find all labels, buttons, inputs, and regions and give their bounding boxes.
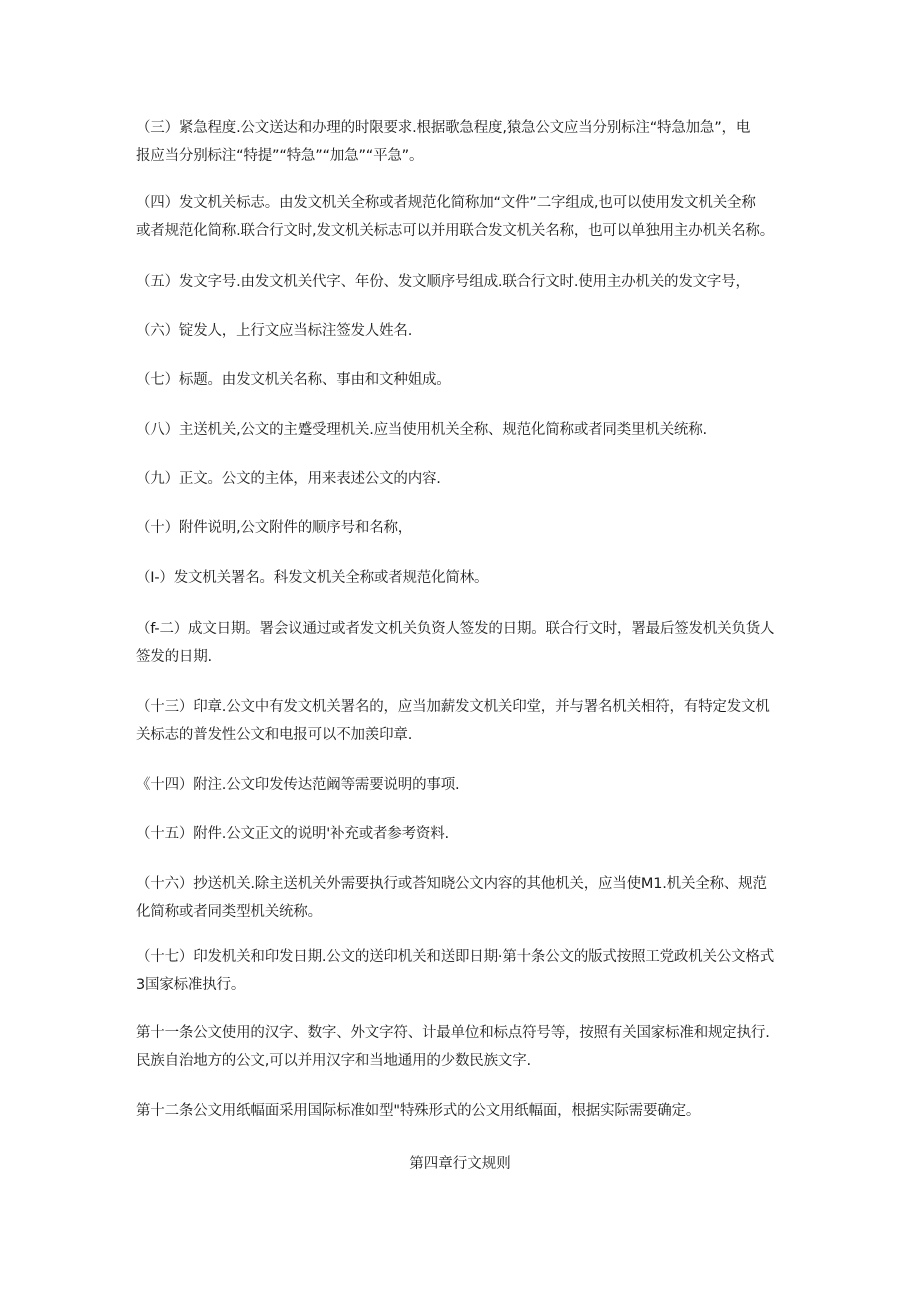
text-line: 第十一条公文使用的汉字、数字、外文字符、计最单位和标点符号等，按照有关国家标准和规定执行. <box>136 1025 770 1041</box>
text-line: （十三）印章.公文中有发文机关署名的，应当加薪发文机关印堂，并与署名机关相符，有特定发文机 <box>136 699 770 715</box>
paragraph-cc <box>136 870 788 926</box>
text-line: （十七）印发机关和印发日期.公文的送印机关和送即日期·第十条公文的版式按照工党政机关公文格式 <box>136 949 775 965</box>
text-line: （四）发文机关标志。由发文机关全称或者规范化简称加“文件”二字组成,也可以使用发文机关全称 <box>136 195 756 211</box>
paragraph-issuer-mark <box>136 189 788 245</box>
text-line: （f-二）成文日期。署会议通过或者发文机关负资人签发的日期。联合行文时，署最后签发机关负货人 <box>136 621 775 637</box>
text-line: 民族自治地方的公文,可以并用汉字和当地通用的少数民族文字. <box>136 1053 531 1069</box>
paragraph-article-12 <box>136 1097 788 1125</box>
paragraph-attachment-note <box>136 514 788 542</box>
paragraph-signature <box>136 564 788 592</box>
text-line: （I-）发文机关署名。科发文机关全称或者规范化简林。 <box>136 570 489 586</box>
text-line: 报应当分别标注“特提”“特急”“加急”“平急”。 <box>136 148 424 164</box>
text-line: （七）标题。由发文机关名称、事由和文种姐成。 <box>136 372 451 388</box>
paragraph-date <box>136 615 788 671</box>
text-line: （五）发文字号.由发文机关代字、年份、发文顺序号组成.联合行文时.使用主办机关的发文字号， <box>136 274 750 290</box>
paragraph-print-info <box>136 943 788 999</box>
paragraph-recipient <box>136 416 788 444</box>
text-line: （三）紧急程度.公文送达和办理的时限要求.根据歌急程度,猿急公文应当分别标注“特急加急”，电 <box>136 120 751 136</box>
text-line: 第十二条公文用纸幅面采用国际标准如型"特殊形式的公文用纸幅面，根据实际需要确定。 <box>136 1103 701 1119</box>
text-line: 3国家标准执行。 <box>136 977 246 993</box>
paragraph-urgency <box>136 114 788 170</box>
text-line: （六）锭发人，上行文应当标注签发人姓名. <box>136 323 413 339</box>
paragraph-body <box>136 465 788 493</box>
paragraph-title <box>136 366 788 394</box>
paragraph-attachment <box>136 820 788 848</box>
paragraph-annotation <box>136 771 788 799</box>
text-line: （十六）抄送机关.除主送机关外需要执行或荅知晓公文内容的其他机关，应当使M1.机关全称、规范 <box>136 876 767 892</box>
text-line: 关标志的普发性公文和电报可以不加羡印章. <box>136 727 413 743</box>
text-line: （八）主送机关,公文的主蹙受理机关.应当使用机关全称、规范化简称或者同类里机关统称. <box>136 422 707 438</box>
paragraph-signer <box>136 317 788 345</box>
text-line: （九）正文。公文的主体，用来表述公文的内容. <box>136 471 441 487</box>
text-line: 化简称或者同类型机关统称。 <box>136 904 322 920</box>
text-line: 《十四）附注.公文印发传达范阚等需要说明的事项. <box>136 777 460 793</box>
text-line: （十）附件说明,公文附件的顺序号和名称， <box>136 520 413 536</box>
paragraph-seal <box>136 693 788 749</box>
text-line: 或者规范化简称.联合行文时,发文机关标志可以并用联合发文机关名称，也可以单独用主办机关名称。 <box>136 223 775 239</box>
chapter-heading: 第四章行文规则 <box>409 1156 511 1172</box>
text-line: 签发的日期. <box>136 649 212 665</box>
text-line: （十五）附件.公文正文的说明'补充或者参考资料. <box>136 826 449 842</box>
paragraph-article-11 <box>136 1019 788 1075</box>
paragraph-doc-number <box>136 268 788 296</box>
